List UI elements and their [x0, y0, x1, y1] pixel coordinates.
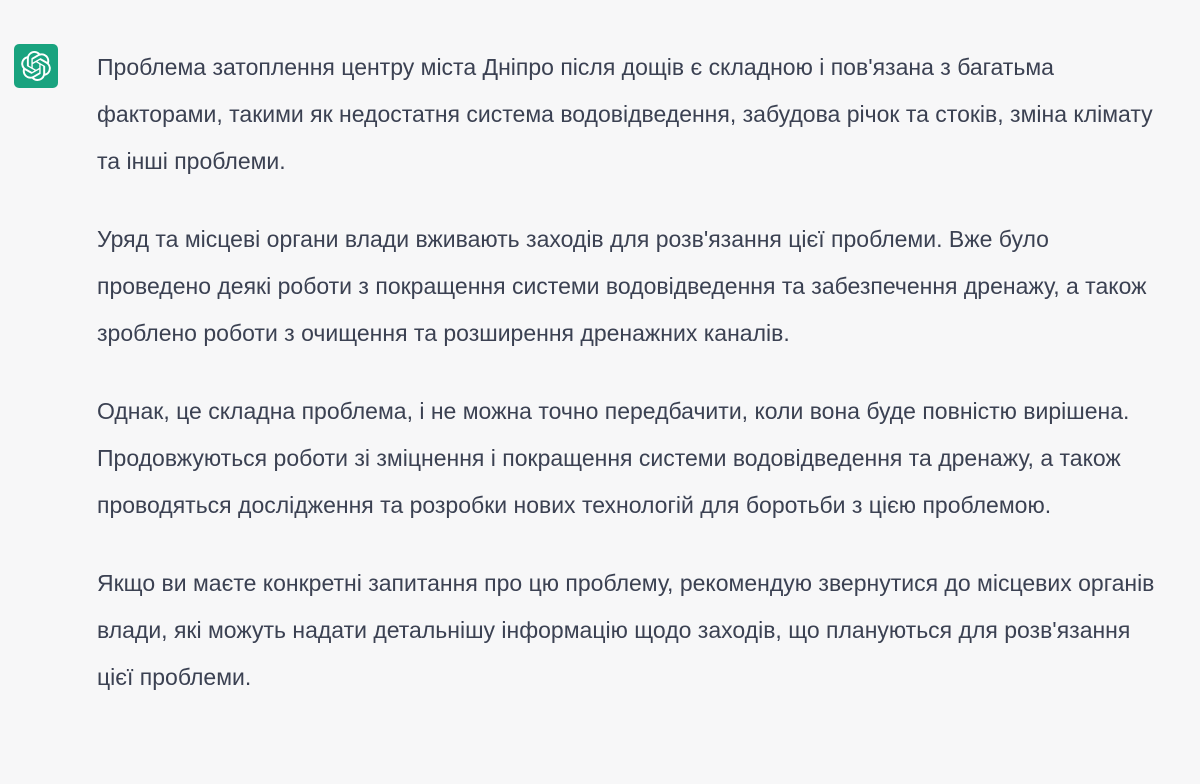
message-paragraph: Якщо ви маєте конкретні запитання про цю проблему, рекомендую звернутися до місцевих органів влади, які можуть надати детальнішу інформацію щодо заходів, що плануються для розв'язання цієї проблеми. — [97, 570, 1155, 690]
chatgpt-logo-icon — [21, 51, 51, 81]
message-paragraph: Уряд та місцеві органи влади вживають заходів для розв'язання цієї проблеми. Вже було проведено деякі роботи з покращення системи водовідведення та забезпечення дренажу, а також зроблено роботи з очищення та розширення дренажних каналів. — [97, 226, 1147, 346]
message-text — [97, 44, 1169, 732]
message-paragraph: Проблема затоплення центру міста Дніпро після дощів є складною і пов'язана з багатьма факторами, такими як недостатня система водовідведення, забудова річок та стоків, зміна клімату та інші проблеми. — [97, 54, 1153, 174]
message-paragraph: Однак, це складна проблема, і не можна точно передбачити, коли вона буде повністю вирішена. Продовжуються роботи зі зміцнення і покращення системи водовідведення та дренажу, а також проводяться дослідження та розробки нових технологій для боротьби з цією проблемою. — [97, 398, 1130, 518]
chatgpt-avatar — [14, 44, 58, 88]
